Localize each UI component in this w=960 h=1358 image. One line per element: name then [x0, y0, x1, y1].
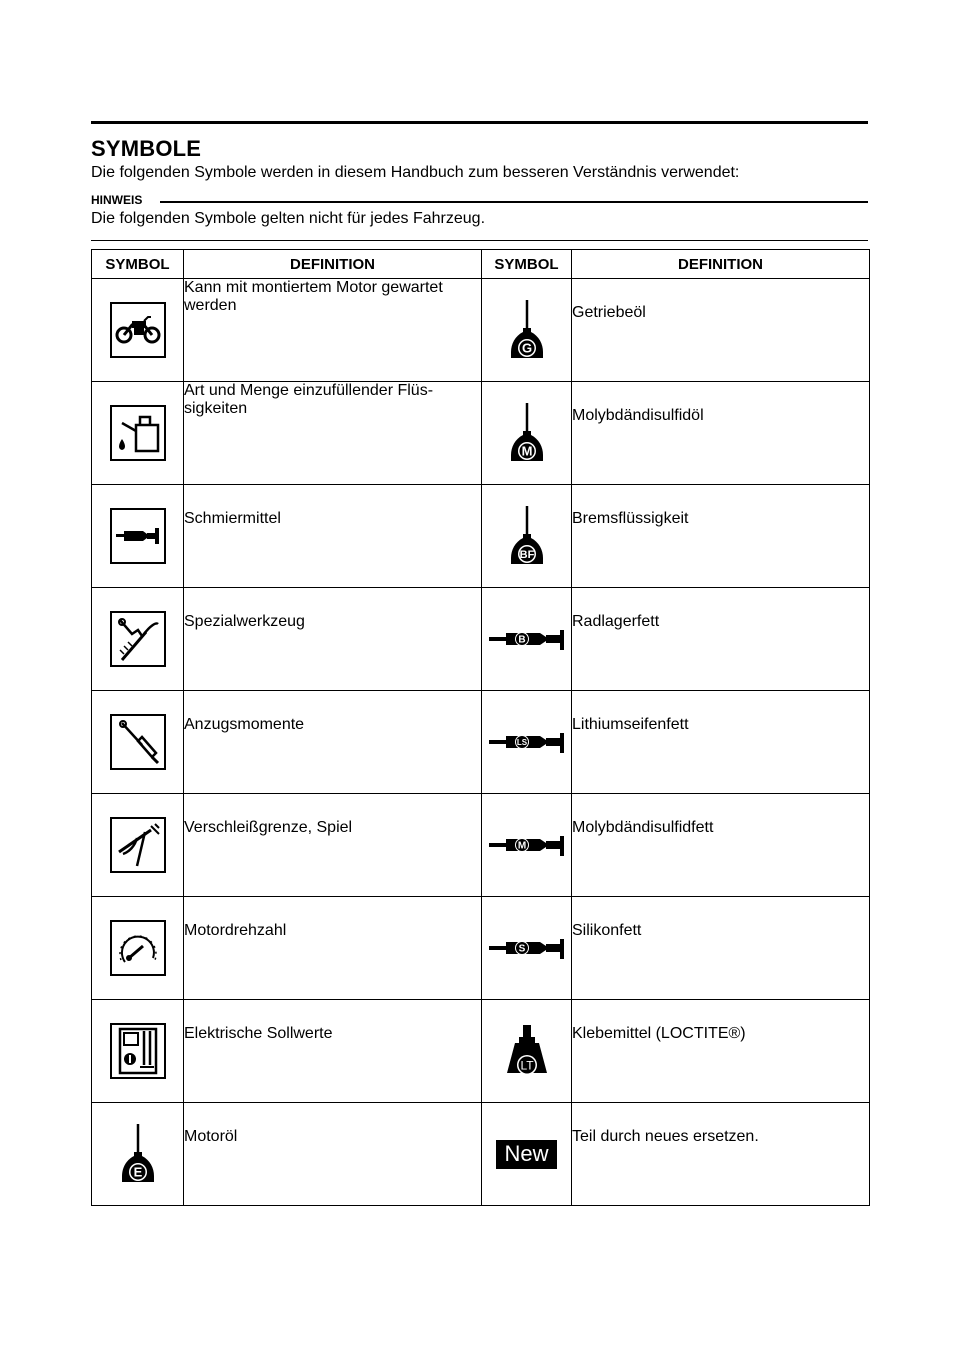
- definition-text: Verschleißgrenze, Spiel: [184, 819, 353, 836]
- definition-text: Elektrische Sollwerte: [184, 1025, 333, 1042]
- note-label: HINWEIS: [91, 193, 143, 207]
- definition-cell: [184, 1103, 482, 1206]
- note-rule: [160, 201, 868, 203]
- oil-bottle-icon: [482, 401, 571, 465]
- symbol-cell: [92, 691, 184, 794]
- oil-bottle-icon: [482, 504, 571, 568]
- symbol-cell: [92, 382, 184, 485]
- table-header-row: [92, 250, 870, 279]
- symbol-cell: [482, 1000, 572, 1103]
- svg-text:M: M: [521, 443, 532, 459]
- symbol-cell: [92, 588, 184, 691]
- grease-tube-icon: [482, 935, 571, 961]
- symbol-cell: [92, 1103, 184, 1206]
- table-row: [92, 485, 870, 588]
- definition-cell: [572, 794, 870, 897]
- table-row: [92, 794, 870, 897]
- table-row: [92, 588, 870, 691]
- table-row: [92, 1103, 870, 1206]
- svg-text:B: B: [517, 634, 526, 646]
- definition-cell: [184, 897, 482, 1000]
- grease-tube-icon: [482, 729, 571, 755]
- svg-text:LS: LS: [516, 737, 527, 747]
- definition-text: Motordrehzahl: [184, 922, 287, 939]
- symbol-cell: [92, 485, 184, 588]
- oil-bottle-icon: [92, 1122, 183, 1186]
- definition-text: Art und Menge einzufüllender Flüs- sigkeiten: [184, 382, 434, 417]
- definition-text: Schmiermittel: [184, 510, 281, 527]
- symbol-cell: [92, 794, 184, 897]
- symbol-cell: [482, 691, 572, 794]
- special-tool-icon: [110, 611, 166, 667]
- definition-text: Lithiumseifenfett: [572, 716, 689, 733]
- definition-cell: [572, 691, 870, 794]
- table-row: [92, 1000, 870, 1103]
- symbol-table: [91, 249, 870, 1206]
- definition-cell: [572, 1000, 870, 1103]
- symbol-cell: [482, 897, 572, 1000]
- new-part-icon: New: [496, 1140, 556, 1169]
- table-row: [92, 691, 870, 794]
- svg-text:E: E: [133, 1164, 142, 1180]
- svg-text:LT: LT: [519, 1058, 534, 1073]
- intro-text: Die folgenden Symbole werden in diesem Handbuch zum besseren Verständnis verwendet:: [91, 164, 740, 181]
- header-symbol-1: SYMBOL: [92, 250, 184, 279]
- torque-wrench-icon: [110, 714, 166, 770]
- table-row: [92, 897, 870, 1000]
- grease-tube-icon: [482, 626, 571, 652]
- oil-can-icon: [110, 405, 166, 461]
- header-definition-2: DEFINITION: [572, 250, 870, 279]
- svg-text:BF: BF: [519, 548, 534, 561]
- header-symbol-2: SYMBOL: [482, 250, 572, 279]
- grease-gun-icon: [110, 508, 166, 564]
- definition-text: Molybdändisulfidöl: [572, 407, 704, 424]
- symbol-cell: [482, 382, 572, 485]
- definition-cell: [184, 279, 482, 382]
- definition-cell: [572, 279, 870, 382]
- note-end-rule: [91, 240, 868, 241]
- definition-text: Silikonfett: [572, 922, 642, 939]
- definition-text: Molybdändisulfidfett: [572, 819, 714, 836]
- motorcycle-icon: [110, 302, 166, 358]
- definition-cell: [184, 588, 482, 691]
- definition-text: Spezialwerkzeug: [184, 613, 305, 630]
- definition-text: Motoröl: [184, 1128, 238, 1145]
- symbol-cell: [92, 1000, 184, 1103]
- locktite-bottle-icon: [482, 1023, 571, 1079]
- svg-text:M: M: [517, 840, 526, 852]
- definition-text: Anzugsmomente: [184, 716, 305, 733]
- note-text: Die folgenden Symbole gelten nicht für jedes Fahrzeug.: [91, 210, 486, 227]
- definition-cell: [572, 382, 870, 485]
- symbol-cell: [92, 279, 184, 382]
- multimeter-icon: [110, 1023, 166, 1079]
- definition-text: Klebemittel (LOCTITE®): [572, 1025, 746, 1042]
- header-definition-1: DEFINITION: [184, 250, 482, 279]
- table-row: [92, 279, 870, 382]
- table-row: [92, 382, 870, 485]
- symbol-cell: [482, 1103, 572, 1206]
- svg-text:G: G: [521, 340, 532, 356]
- definition-cell: [572, 588, 870, 691]
- symbol-cell: [92, 897, 184, 1000]
- definition-cell: [572, 1103, 870, 1206]
- symbol-cell: [482, 279, 572, 382]
- top-rule: [91, 121, 868, 124]
- definition-text: Radlagerfett: [572, 613, 660, 630]
- caliper-icon: [110, 817, 166, 873]
- grease-tube-icon: [482, 832, 571, 858]
- symbol-cell: [482, 794, 572, 897]
- tachometer-icon: [110, 920, 166, 976]
- page-title: SYMBOLE: [91, 136, 202, 161]
- definition-text: Teil durch neues ersetzen.: [572, 1128, 759, 1145]
- symbol-cell: [482, 485, 572, 588]
- definition-cell: [184, 485, 482, 588]
- definition-cell: [572, 897, 870, 1000]
- definition-cell: [184, 382, 482, 485]
- definition-cell: [184, 794, 482, 897]
- definition-cell: [572, 485, 870, 588]
- svg-text:S: S: [518, 943, 525, 955]
- definition-text: Getriebeöl: [572, 304, 646, 321]
- definition-cell: [184, 691, 482, 794]
- symbol-cell: [482, 588, 572, 691]
- definition-text: Kann mit montiertem Motor gewartet werden: [184, 279, 443, 314]
- definition-text: Bremsflüssigkeit: [572, 510, 689, 527]
- definition-cell: [184, 1000, 482, 1103]
- oil-bottle-icon: [482, 298, 571, 362]
